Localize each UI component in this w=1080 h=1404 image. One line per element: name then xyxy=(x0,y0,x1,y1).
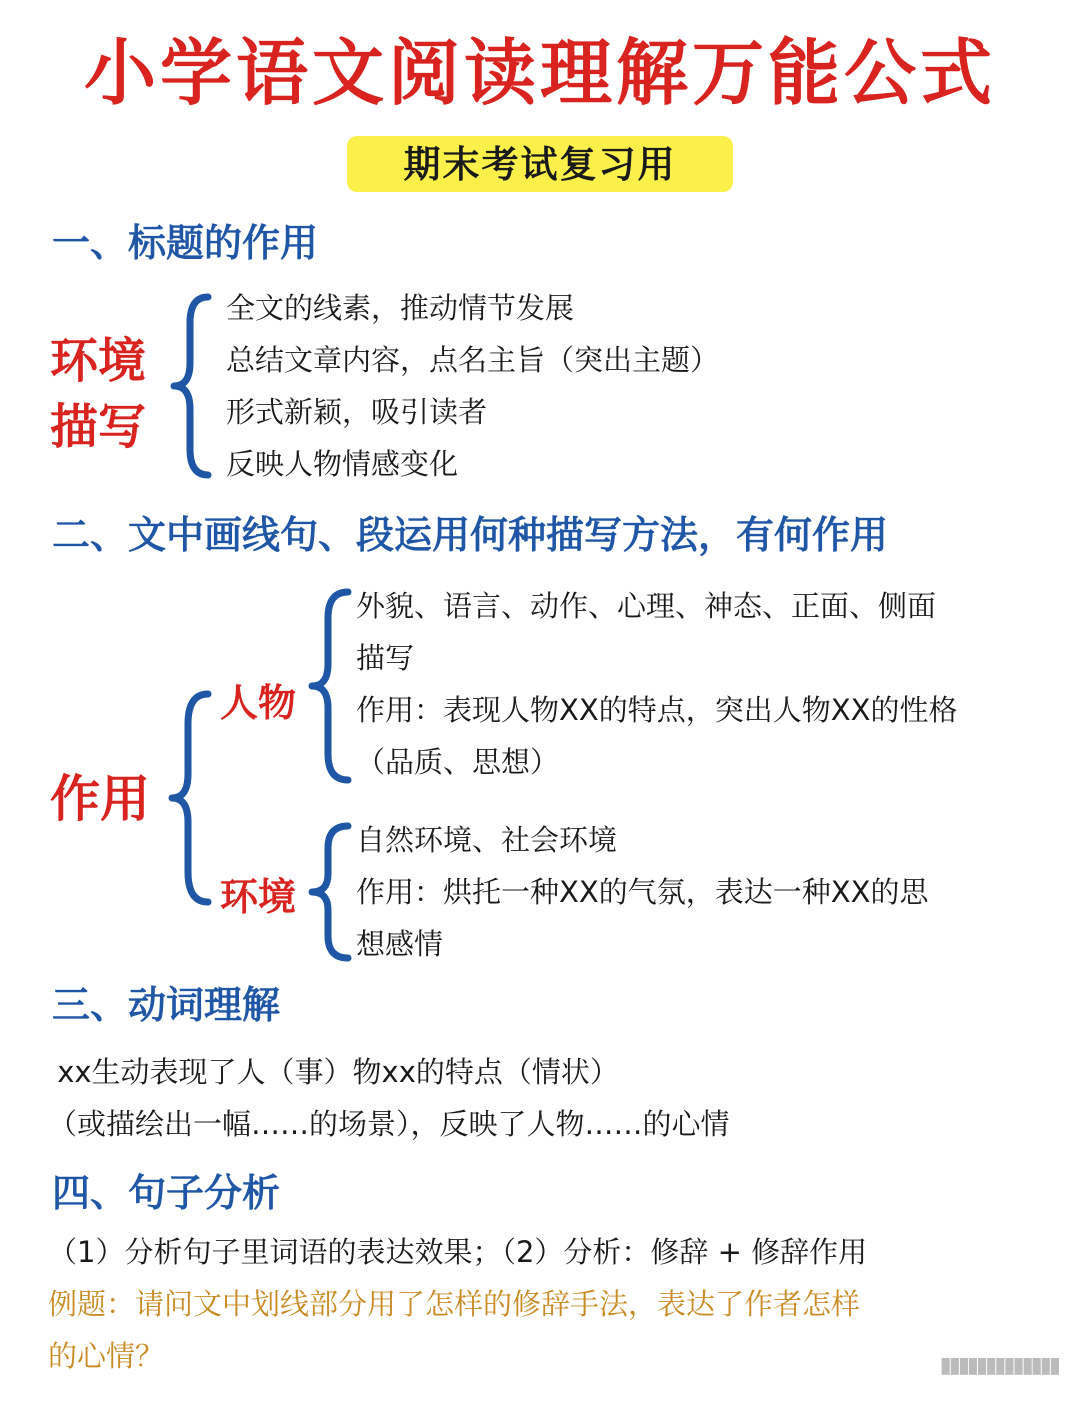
section2-heading: 二、文中画线句、段运用何种描写方法，有何作用 xyxy=(52,512,889,557)
section3-heading: 三、动词理解 xyxy=(52,982,281,1027)
section1-heading: 一、标题的作用 xyxy=(52,220,319,265)
section2-label: 作用 xyxy=(50,769,150,828)
section3-line: （或描绘出一幅……的场景），反映了人物……的心情 xyxy=(48,1107,730,1141)
person-line: 作用：表现人物XX的特点，突出人物XX的性格 xyxy=(356,693,958,727)
example-line: 的心情？ xyxy=(48,1339,165,1373)
person-line: 描写 xyxy=(356,641,415,675)
watermark-mark: ▮▮▮▮▮▮▮▮▮▮▮▮▮ xyxy=(939,1353,1058,1378)
environment-label: 环境 xyxy=(220,874,297,919)
environment-line: 作用：烘托一种XX的气氛，表达一种XX的思 xyxy=(356,875,929,909)
section4-body xyxy=(48,1226,867,1382)
section1-item: 形式新颖，吸引读者 xyxy=(226,395,488,429)
section4-heading: 四、句子分析 xyxy=(52,1170,281,1215)
example-line: 例题：请问文中划线部分用了怎样的修辞手法，表达了作者怎样 xyxy=(48,1287,861,1321)
environment-brace xyxy=(306,822,356,962)
person-line: 外貌、语言、动作、心理、神态、正面、侧面 xyxy=(356,589,937,623)
person-label: 人物 xyxy=(220,680,297,725)
section1-label-line1: 环境 xyxy=(50,333,147,389)
person-list xyxy=(356,580,957,788)
person-line: （品质、思想） xyxy=(356,745,560,779)
environment-line: 想感情 xyxy=(356,927,444,961)
section3-body xyxy=(48,1046,730,1150)
section4-line: （1）分析句子里词语的表达效果；（2）分析：修辞 + 修辞作用 xyxy=(48,1235,868,1269)
section1-label xyxy=(50,328,146,460)
section2-main-brace xyxy=(168,690,218,906)
section1-item: 反映人物情感变化 xyxy=(226,447,459,481)
environment-list xyxy=(356,814,928,970)
page-title: 小学语文阅读理解万能公式 xyxy=(83,30,996,115)
section1-item: 总结文章内容，点名主旨（突出主题） xyxy=(226,343,720,377)
section1-list xyxy=(226,282,719,490)
section1-label-line2: 描写 xyxy=(50,399,147,455)
section1-brace xyxy=(168,293,218,479)
subtitle-badge: 期末考试复习用 xyxy=(347,136,733,192)
environment-line: 自然环境、社会环境 xyxy=(356,823,618,857)
section1-item: 全文的线素，推动情节发展 xyxy=(226,291,575,325)
section3-line: xx生动表现了人（事）物xx的特点（情状） xyxy=(48,1055,619,1089)
person-brace xyxy=(306,588,356,784)
